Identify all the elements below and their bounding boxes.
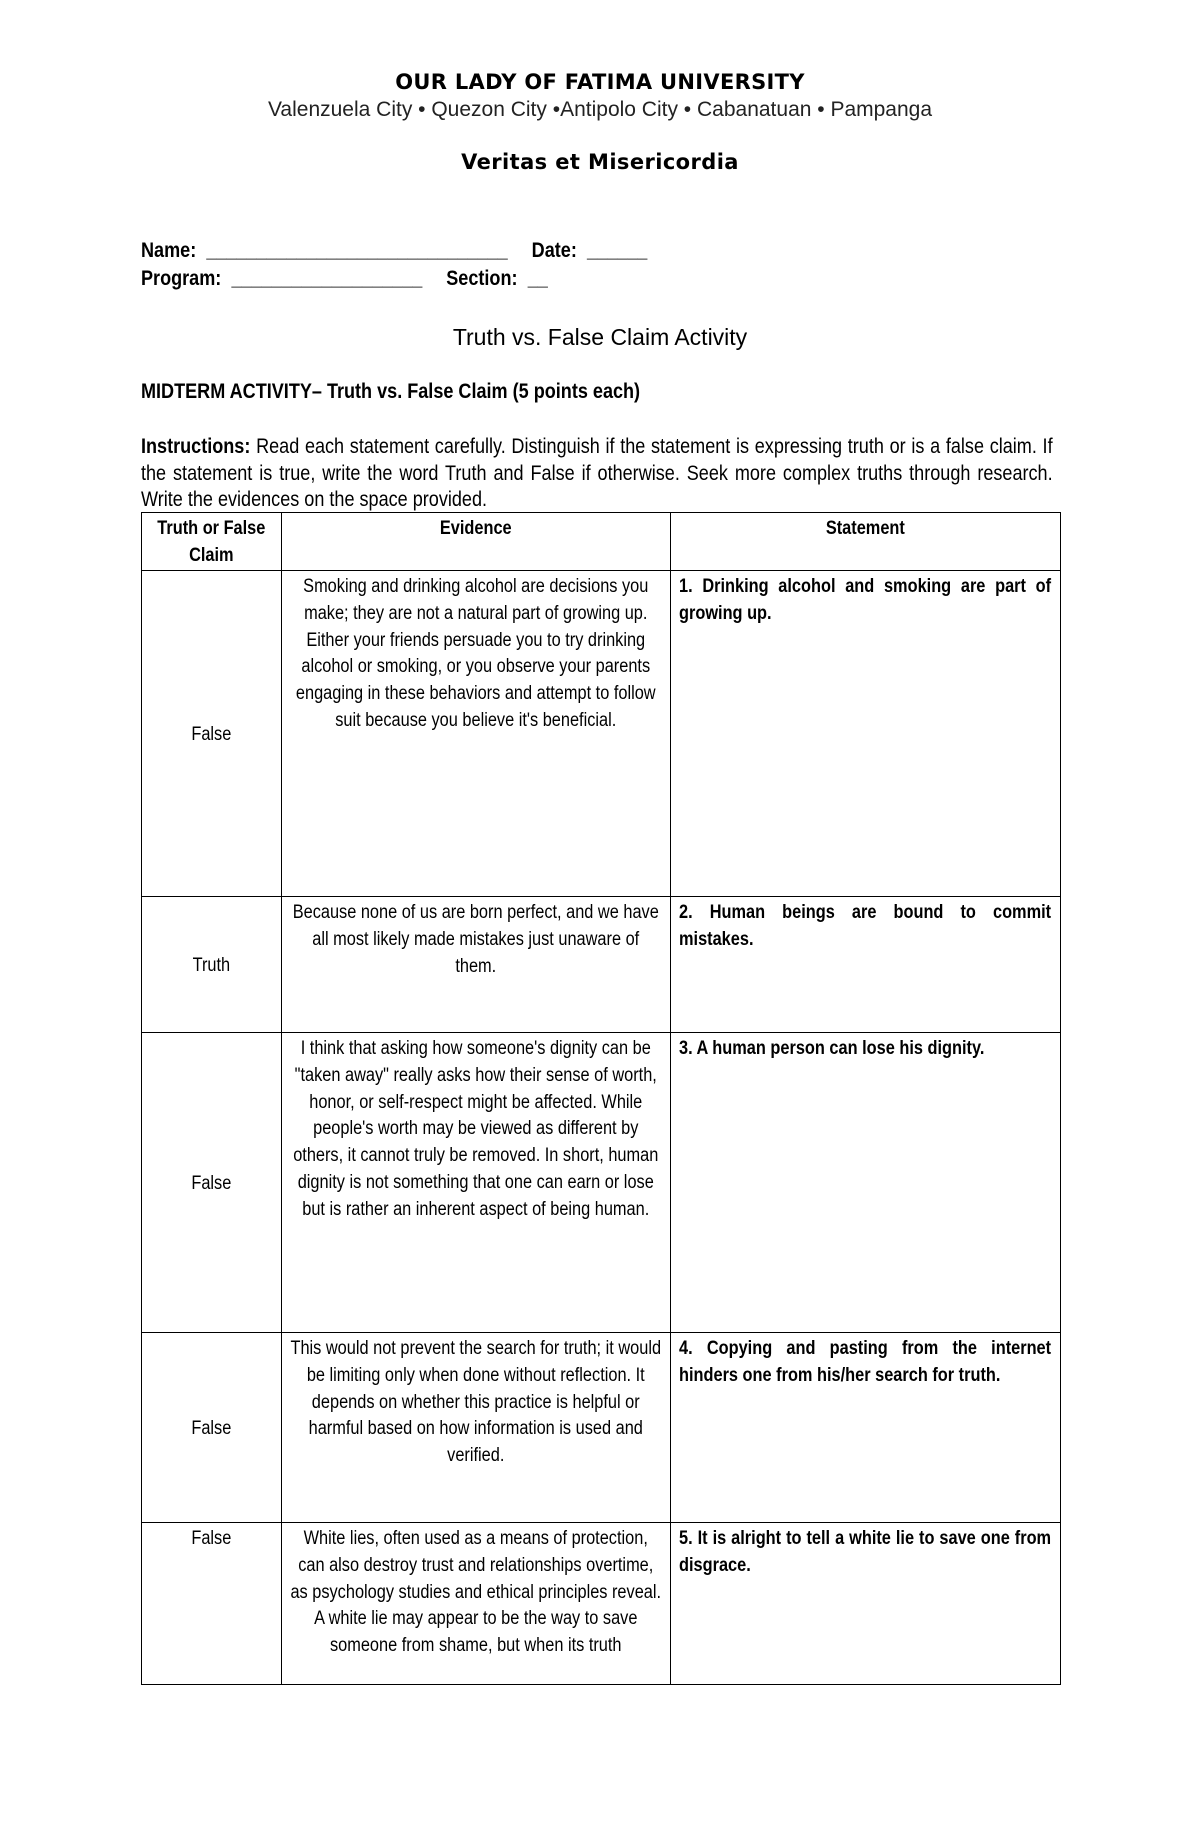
evidence-cell: Because none of us are born perfect, and we have all most likely made mistakes just unaware of them. xyxy=(282,897,671,1033)
date-blank: ______ xyxy=(587,239,648,262)
evidence-cell: This would not prevent the search for truth; it would be limiting only when done without reflection. It depends on whether this practice is helpful or harmful based on how information is used and verified. xyxy=(282,1333,671,1523)
program-label: Program: xyxy=(141,267,222,290)
name-label: Name: xyxy=(141,239,197,262)
instructions-text: Read each statement carefully. Distinguish if the statement is expressing truth or is a false claim. If the statement is true, write the word Truth and False if otherwise. Seek more complex truths through research. Write the evidences on the space provided. xyxy=(141,435,1053,511)
table-row xyxy=(142,571,1061,897)
instructions-label: Instructions: xyxy=(141,435,251,458)
program-blank: ___________________ xyxy=(231,267,423,290)
statement-cell: 1. Drinking alcohol and smoking are part of growing up. xyxy=(671,571,1061,897)
statement-cell: 3. A human person can lose his dignity. xyxy=(671,1033,1061,1333)
document-header xyxy=(0,70,1200,174)
claims-table xyxy=(141,512,1061,1685)
name-date-row xyxy=(141,237,647,265)
verdict-cell: Truth xyxy=(142,897,282,1033)
section-blank: __ xyxy=(527,267,548,290)
verdict-cell: False xyxy=(142,1523,282,1685)
verdict-cell: False xyxy=(142,1333,282,1523)
university-name: OUR LADY OF FATIMA UNIVERSITY xyxy=(395,70,805,94)
table-row xyxy=(142,1033,1061,1333)
table-row xyxy=(142,1523,1061,1685)
evidence-cell: Smoking and drinking alcohol are decisions you make; they are not a natural part of growing up. Either your friends persuade you to try drinking alcohol or smoking, or you observe your parents engaging in these behaviors and attempt to follow suit because you believe it's beneficial. xyxy=(282,571,671,897)
date-label: Date: xyxy=(531,239,577,262)
student-info xyxy=(141,237,647,293)
header-verdict: Truth or False Claim xyxy=(142,513,282,571)
program-section-row xyxy=(141,265,647,293)
table-row xyxy=(142,1333,1061,1523)
instructions-paragraph xyxy=(141,434,1053,514)
table-row xyxy=(142,897,1061,1033)
evidence-cell: I think that asking how someone's dignity can be "taken away" really asks how their sense of worth, honor, or self-respect might be affected. While people's worth may be viewed as different by others, it cannot truly be removed. In short, human dignity is not something that one can earn or lose but is rather an inherent aspect of being human. xyxy=(282,1033,671,1333)
activity-title: Truth vs. False Claim Activity xyxy=(452,324,748,350)
table-header-row xyxy=(142,513,1061,571)
statement-cell: 5. It is alright to tell a white lie to save one from disgrace. xyxy=(671,1523,1061,1685)
campus-list: Valenzuela City • Quezon City •Antipolo City • Cabanatuan • Pampanga xyxy=(267,98,933,121)
statement-cell: 4. Copying and pasting from the internet hinders one from his/her search for truth. xyxy=(671,1333,1061,1523)
name-blank: ______________________________ xyxy=(206,239,508,262)
midterm-heading: MIDTERM ACTIVITY– Truth vs. False Claim (5 points each) xyxy=(141,380,641,403)
section-label: Section: xyxy=(446,267,518,290)
verdict-cell: False xyxy=(142,571,282,897)
evidence-cell: White lies, often used as a means of protection, can also destroy trust and relationships overtime, as psychology studies and ethical principles reveal. A white lie may appear to be the way to save someone from shame, but when its truth xyxy=(282,1523,671,1685)
header-statement: Statement xyxy=(671,513,1061,571)
verdict-cell: False xyxy=(142,1033,282,1333)
header-evidence: Evidence xyxy=(282,513,671,571)
statement-cell: 2. Human beings are bound to commit mistakes. xyxy=(671,897,1061,1033)
university-motto: Veritas et Misericordia xyxy=(461,150,739,174)
